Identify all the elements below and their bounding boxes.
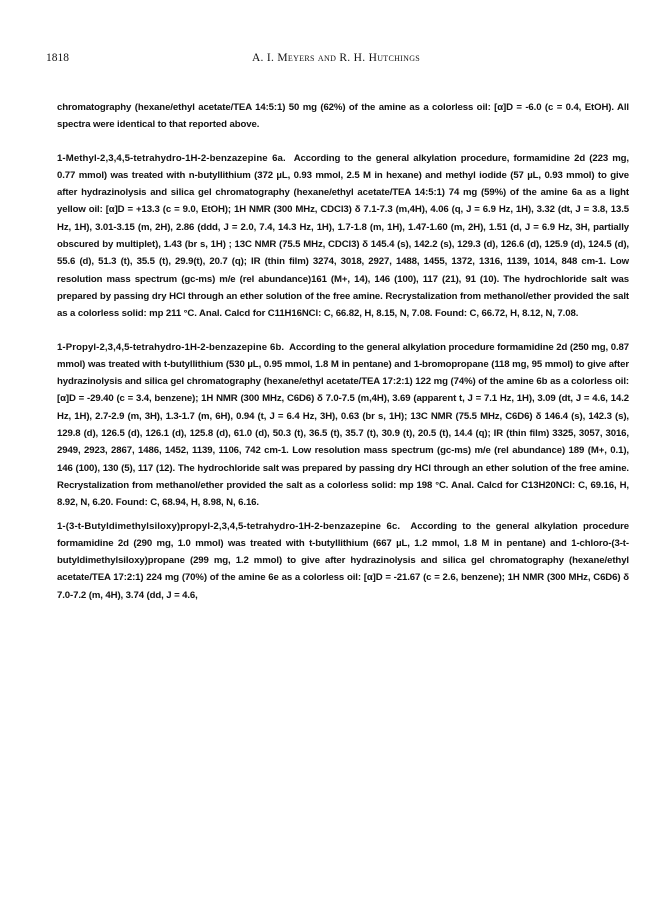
paragraph-text: According to the general alkylation procedure formamidine 2d (250 mg, 0.87 mmol) was treated with t-butyllithium (530 µL, 0.95 mmol, 1.8 M in pentane) and 1-bromopropane (118 mg, 95 mmol) to give after hydrazinolysis and silica gel chromatography (hexane/ethyl acetate/TEA 17:2:1) 122 mg (74%) of the amine 6b as a colorless oil: [α]D = -29.40 (c = 3.4, benzene); 1H NMR (300 MHz, C6D6) δ 7.0-7.5 (m,4H), 3.69 (apparent t, J = 7.1 Hz, 1H), 3.09 (dt, J = 4.6, 14.2 Hz, 1H), 2.7-2.9 (m, 3H), 1.3-1.7 (m, 6H), 0.94 (t, J = 6.4 Hz, 3H), 0.63 (br s, 1H); 13C NMR (75.5 MHz, C6D6) δ 146.4 (s), 142.3 (s), 129.8 (d), 126.5 (d), 126.1 (d), 125.8 (d), 61.0 (d), 50.3 (t), 36.5 (t), 35.7 (t), 30.9 (t), 20.5 (t), 14.4 (q); IR (thin film) 3325, 3057, 3016, 2949, 2923, 2867, 1486, 1452, 1139, 1106, 742 cm-1. Low resolution mass spectrum (gc-ms) m/e (rel abundance) 189 (M+, 0.1), 146 (100), 130 (5), 117 (12). The hydrochloride salt was prepared by passing dry HCl through an ether solution of the free amine. Recrystalization from methanol/ether provided the salt as a colorless solid: mp 198 °C. Anal. Calcd for C13H20NCl: C, 69.16, H, 8.92, N, 6.20. Found: C, 68.94, H, 8.98, N, 6.16. (57, 341, 629, 509)
paragraph-compound-6c (57, 518, 629, 604)
compound-heading: 1-(3-t-Butyldimethylsiloxy)propyl-2,3,4,5-tetrahydro-1H-2-benzazepine 6c. (57, 520, 401, 532)
compound-heading: 1-Propyl-2,3,4,5-tetrahydro-1H-2-benzazepine 6b. (57, 341, 285, 353)
paragraph-text: According to the general alkylation procedure formamidine 2d (290 mg, 1.0 mmol) was treated with t-butyllithium (667 µL, 1.2 mmol, 1.8 M in pentane) and 1-chloro-(3-t-butyldimethylsiloxy)propane (299 mg, 1.2 mmol) to give after hydrazinolysis and silica gel chromatography (hexane/ethyl acetate/TEA 17:2:1) 224 mg (70%) of the amine 6e as a colorless oil: [α]D = -21.67 (c = 2.6, benzene); 1H NMR (300 MHz, C6D6) δ 7.0-7.2 (m, 4H), 3.74 (dd, J = 4.6, (57, 520, 629, 601)
paragraph-compound-6b (57, 339, 629, 512)
page-number: 1818 (46, 52, 69, 64)
paragraph-compound-6a (57, 150, 629, 323)
paragraph-continuation (57, 99, 629, 134)
paragraph-text: chromatography (hexane/ethyl acetate/TEA 14:5:1) 50 mg (62%) of the amine as a colorless oil: [α]D = -6.0 (c = 0.4, EtOH). All spectra were identical to that reported above. (57, 102, 629, 131)
paragraph-text: According to the general alkylation procedure, formamidine 2d (223 mg, 0.77 mmol) was treated with n-butyllithium (372 µL, 0.93 mmol, 2.5 M in hexane) and methyl iodide (57 µL, 0.93 mmol) to give after hydrazinolysis and silica gel chromatography (hexane/ethyl acetate/TEA 14:5:1) 74 mg (59%) of the amine 6a as a light yellow oil: [α]D = +13.3 (c = 9.0, EtOH); 1H NMR (300 MHz, CDCl3) δ 7.1-7.3 (m,4H), 4.06 (q, J = 6.9 Hz, 1H), 3.32 (dt, J = 3.8, 13.5 Hz, 1H), 3.01-3.15 (m, 2H), 2.86 (ddd, J = 2.0, 7.4, 14.3 Hz, 1H), 1.7-1.8 (m, 1H), 1.47-1.60 (m, 2H), 1.51 (d, J = 6.9 Hz, 3H, partially obscured by multiplet), 1.43 (br s, 1H) ; 13C NMR (75.5 MHz, CDCl3) δ 145.4 (s), 142.2 (s), 129.3 (d), 126.6 (d), 125.9 (d), 124.5 (d), 55.6 (d), 51.3 (t), 35.5 (t), 29.9(t), 20.7 (q); IR (thin film) 3274, 3018, 2927, 1488, 1455, 1372, 1316, 1139, 1014, 848 cm-1. Low resolution mass spectrum (gc-ms) m/e (rel abundance)161 (M+, 14), 146 (100), 117 (21), 91 (10). The hydrochloride salt was prepared by passing dry HCl through an ether solution of the free amine. Recrystalization from methanol/ether provided the salt as a colorless solid: mp 211 °C. Anal. Calcd for C11H16NCl: C, 66.82, H, 8.15, N, 7.08. Found: C, 66.72, H, 8.12, N, 7.08. (57, 152, 629, 320)
running-head (46, 52, 626, 68)
running-title: A. I. Meyers and R. H. Hutchings (251, 52, 421, 64)
compound-heading: 1-Methyl-2,3,4,5-tetrahydro-1H-2-benzazepine 6a. (57, 152, 286, 164)
body-text (57, 99, 629, 620)
